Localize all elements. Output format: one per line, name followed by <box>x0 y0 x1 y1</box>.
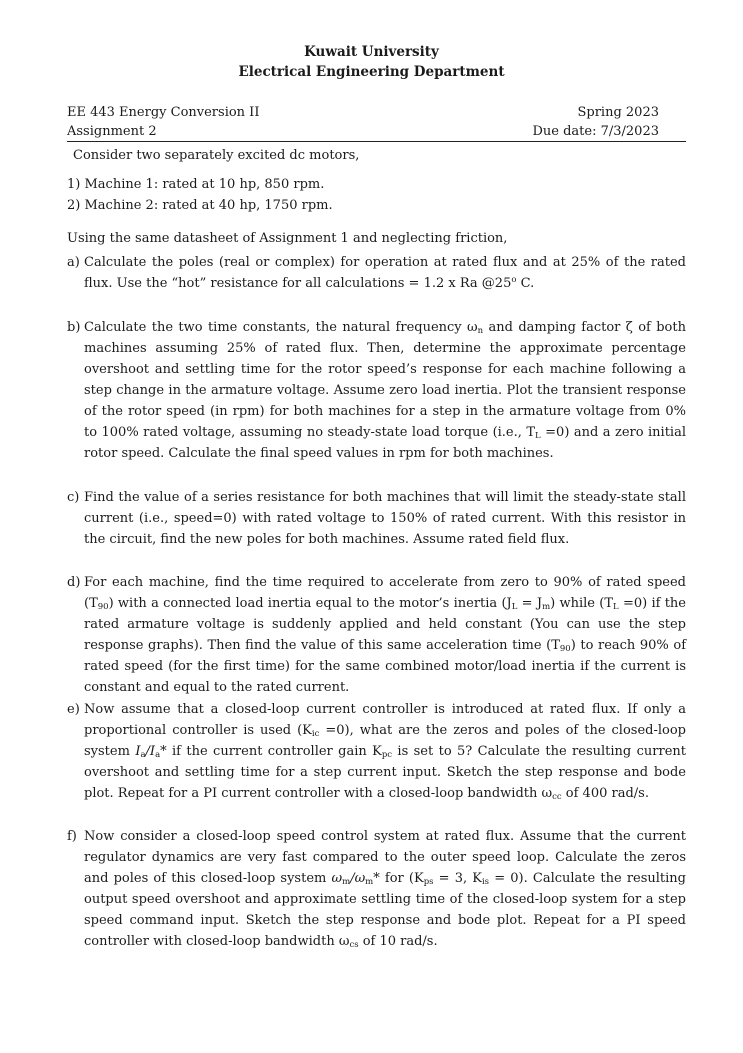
subscript: cs <box>349 940 359 950</box>
math-symbol: /I <box>145 744 156 759</box>
math-symbol: * <box>373 871 380 886</box>
question-body <box>84 252 686 294</box>
math-symbol: /ω <box>350 871 366 886</box>
department-title: Electrical Engineering Department <box>238 64 505 80</box>
university-title: Kuwait University <box>304 44 439 60</box>
question-body <box>84 699 686 804</box>
machine-2: 2) Machine 2: rated at 40 hp, 1750 rpm. <box>67 198 333 213</box>
subscript: pc <box>381 750 393 760</box>
header-divider <box>67 141 686 142</box>
question-label: e) <box>67 702 80 717</box>
question-e <box>67 699 686 804</box>
question-text: = 3, K <box>433 871 482 886</box>
question-body <box>84 317 686 464</box>
subscript: a <box>155 750 161 760</box>
question-text: if the current controller gain K <box>166 744 382 759</box>
question-d <box>67 572 686 698</box>
question-f <box>67 826 686 952</box>
question-text: =0) and a zero initial rotor speed. Calculate the final speed values in rpm for both machines. <box>84 425 687 461</box>
question-label: b) <box>67 320 81 335</box>
question-label: a) <box>67 255 80 270</box>
subscript: L <box>511 602 518 612</box>
subscript: ic <box>311 729 320 739</box>
question-text: ) while (T <box>550 596 614 611</box>
question-text: =0) if the rated armature voltage is suddenly applied and held constant (You can use the step response graphs). Then find the value of this same acceleration time (T <box>84 596 686 653</box>
subscript: 90 <box>97 602 109 612</box>
subscript: cc <box>552 792 562 802</box>
question-text: = J <box>517 596 543 611</box>
question-text: ) with a connected load inertia equal to the motor’s inertia (J <box>108 596 512 611</box>
question-text: is set to 5? Calculate the resulting current overshoot and settling time for a step current input. Sketch the step response and bode plot. Repeat for a PI current controller with a closed-loop bandwidth ω <box>84 744 686 801</box>
subscript: ps <box>423 877 434 887</box>
assignment-number: Assignment 2 <box>67 124 157 139</box>
question-label: d) <box>67 575 81 590</box>
question-text: Now consider a closed-loop speed control system at rated flux. Assume that the current regulator dynamics are very fast compared to the outer speed loop. Calculate the zeros and poles of this closed-loop system <box>84 829 686 886</box>
question-text: For each machine, find the time required to accelerate from zero to 90% of rated speed (T <box>84 575 686 611</box>
question-text: for (K <box>379 871 424 886</box>
math-symbol: I <box>135 744 141 759</box>
question-text: ) to reach 90% of rated speed (for the first time) for the same combined motor/load inertia if the current is constant and equal to the rated current. <box>84 638 686 695</box>
subscript: L <box>535 431 541 441</box>
course-code: EE 443 Energy Conversion II <box>67 105 260 120</box>
subscript: L <box>613 602 619 612</box>
question-a <box>67 252 686 294</box>
question-body <box>84 572 686 698</box>
subscript: n <box>477 326 484 336</box>
due-date: Due date: 7/3/2023 <box>532 124 659 139</box>
question-text: and damping factor ζ of both machines assuming 25% of rated flux. Then, determine the approximate percentage overshoot and settling time for the rotor speed’s response for each machine following a step change in the armature voltage. Assume zero load inertia. Plot the transient response of the rotor speed (in rpm) for both machines for a step in the armature voltage from 0% to 100% rated voltage, assuming no steady-state load torque (i.e., T <box>84 320 686 440</box>
subscript: m <box>365 877 374 887</box>
superscript: o <box>511 275 517 285</box>
question-text: =0), what are the zeros and poles of the closed-loop system <box>84 723 687 759</box>
question-label: f) <box>67 829 77 844</box>
machine-1: 1) Machine 1: rated at 10 hp, 850 rpm. <box>67 177 325 192</box>
header-row-2 <box>67 122 659 141</box>
question-text: of 400 rad/s. <box>561 786 649 801</box>
question-text: C. <box>516 276 535 291</box>
question-label: c) <box>67 490 80 505</box>
question-text: = 0). Calculate the resulting output speed overshoot and approximate settling time of the closed-loop system for a step speed command input. Sketch the step response and bode plot. Repeat for a PI speed controller with closed-loop bandwidth ω <box>84 871 687 949</box>
semester: Spring 2023 <box>577 105 659 120</box>
math-symbol: * <box>160 744 167 759</box>
intro-text: Consider two separately excited dc motors, <box>73 148 360 163</box>
subscript: m <box>342 877 351 887</box>
question-text: Calculate the two time constants, the natural frequency ω <box>84 320 478 335</box>
subscript: is <box>481 877 490 887</box>
using-text: Using the same datasheet of Assignment 1 and neglecting friction, <box>67 231 508 246</box>
question-body <box>84 487 686 550</box>
question-b <box>67 317 686 464</box>
subscript: a <box>140 750 146 760</box>
math-symbol: ω <box>331 871 343 886</box>
question-text: Now assume that a closed-loop current controller is introduced at rated flux. If only a proportional controller is used (K <box>84 702 686 738</box>
question-text: Find the value of a series resistance for both machines that will limit the steady-state stall current (i.e., speed=0) with rated voltage to 150% of rated current. With this resistor in the circuit, find the new poles for both machines. Assume rated field flux. <box>84 490 686 547</box>
question-c <box>67 487 686 550</box>
question-text: Calculate the poles (real or complex) for operation at rated flux and at 25% of the rated flux. Use the “hot” resistance for all calculations = 1.2 x Ra @25 <box>84 255 686 291</box>
subscript: m <box>542 602 551 612</box>
header-row-1 <box>67 103 659 122</box>
question-body <box>84 826 686 952</box>
question-text: of 10 rad/s. <box>358 934 438 949</box>
subscript: 90 <box>559 644 571 654</box>
